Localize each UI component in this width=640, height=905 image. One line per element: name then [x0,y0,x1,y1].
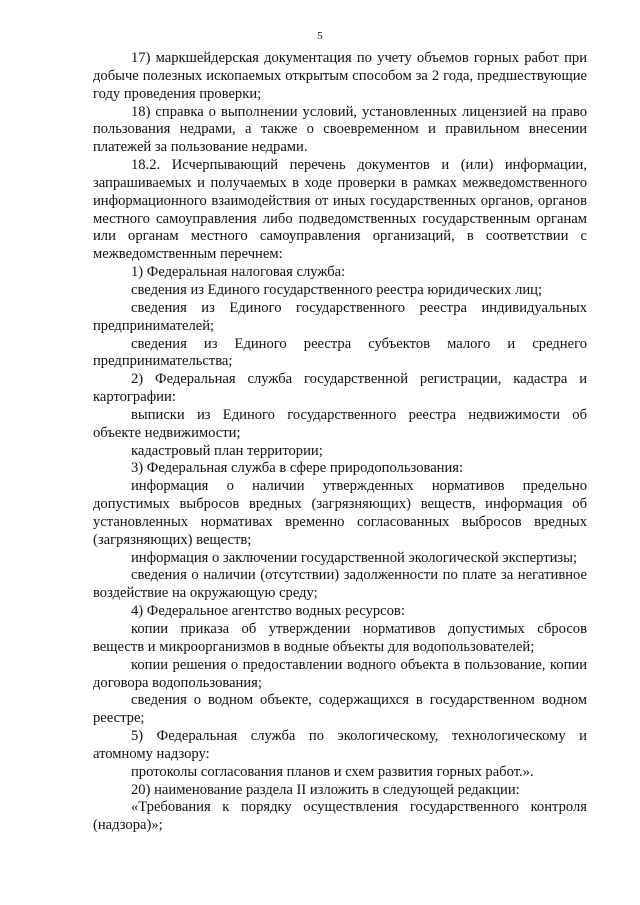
list-item: сведения о водном объекте, содержащихся в государственном водном реестре; [93,692,587,727]
list-item: протоколы согласования планов и схем развития горных работ.». [131,763,534,780]
list-item: сведения из Единого реестра субъектов малого и среднего предпринимательства; [93,335,587,370]
document-body [93,50,587,835]
paragraph-item-17: 17) маркшейдерская документация по учету объемов горных работ при добыче полезных ископаемых открытым способом за 2 года, предшествующие году проведения проверки; [93,50,587,102]
list-item: сведения из Единого государственного реестра юридических лиц; [131,281,543,298]
agency-registration-service: 2) Федеральная служба государственной регистрации, кадастра и картографии: [93,371,587,406]
agency-water-resources: 4) Федеральное агентство водных ресурсов: [131,603,405,620]
list-item: информация о наличии утвержденных нормативов предельно допустимых выбросов вредных (загрязняющих) веществ, информация об установленных нормативах временно согласованных выбросов вредных (загрязняющих) веществ; [93,478,587,548]
list-item: кадастровый план территории; [131,442,323,459]
list-item: копии приказа об утверждении нормативов допустимых сбросов веществ и микроорганизмов в водные объекты для водопользователей; [93,621,587,655]
list-item: копии решения о предоставлении водного объекта в пользование, копии договора водопользования; [93,656,587,691]
list-item: сведения из Единого государственного реестра индивидуальных предпринимателей; [93,299,587,334]
agency-tax-service: 1) Федеральная налоговая служба: [131,264,346,281]
paragraph-18-2: 18.2. Исчерпывающий перечень документов и (или) информации, запрашиваемых и получаемых в ходе проверки в рамках межведомственного информационного взаимодействия от иных государственных органов, органов местного самоуправления либо подведомственных государственным органам или органам местного самоуправления организаций, в соответствии с межведомственным перечнем: [93,157,587,263]
paragraph-item-20: 20) наименование раздела II изложить в следующей редакции: [131,781,520,798]
agency-nature-service: 3) Федеральная служба в сфере природопользования: [131,460,464,477]
list-item: выписки из Единого государственного реестра недвижимости об объекте недвижимости; [93,406,587,441]
page-number: 5 [317,30,323,42]
list-item: сведения о наличии (отсутствии) задолженности по плате за негативное воздействие на окружающую среду; [93,567,587,602]
agency-technical-supervision: 5) Федеральная служба по экологическому, технологическому и атомному надзору: [93,728,587,762]
list-item: информация о заключении государственной экологической экспертизы; [131,549,578,566]
section-title-quote: «Требования к порядку осуществления государственного контроля (надзора)»; [93,799,587,834]
paragraph-item-18: 18) справка о выполнении условий, установленных лицензией на право пользования недрами, а также о своевременном и правильном внесении платежей за пользование недрами. [93,103,587,156]
